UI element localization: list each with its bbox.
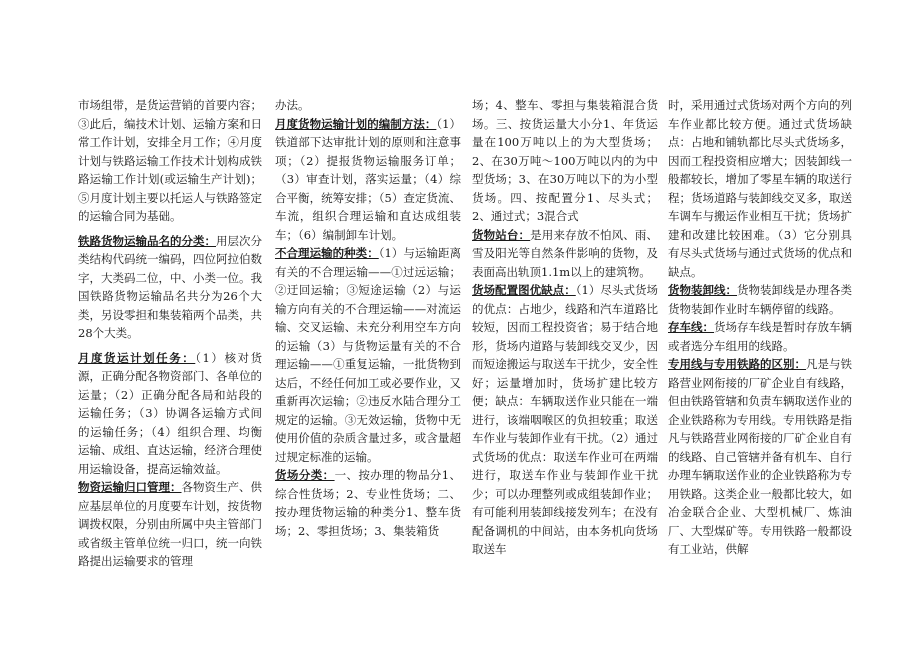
text-column-4 [668, 96, 852, 559]
paragraph-text: （1）与运输距离有关的不合理运输——①过远运输；②迂回运输；③短途运输（2）与运输方向有关的不合理运输——对流运输、交叉运输、未充分利用空车方向的运输（3）与货物运量有关的不合理运输——①重复运输，一批货物到达后，不经任何加工或必要作业，又重新再次运输；②违反水陆合理分工规定的运输。③无效运输，货物中无使用价值的杂质含量过多，或含量超过规定标准的运输。 [275, 246, 462, 464]
paragraph-heading: 铁路货物运输品名的分类： [78, 233, 216, 248]
paragraph [472, 226, 658, 282]
paragraph-heading: 货场配置图优缺点： [472, 283, 576, 297]
paragraph-heading: 物资运输归口管理： [78, 480, 182, 494]
paragraph-heading: 月度货运计划任务： [78, 350, 196, 365]
paragraph-text: 一、按办理的物品分1、综合性货场；2、专业性货场；二、按办理货物运输的种类分1、整车货场；2、零担货场；3、集装箱货 [275, 468, 461, 538]
paragraph [668, 318, 852, 355]
paragraph [668, 281, 852, 318]
paragraph-text: 市场组带，是货运营销的首要内容；③此后，编技术计划、运输方案和日常工作计划，安排全月工作；④月度计划与铁路运输工作技术计划构成铁路运输工作计划(或运输生产计划)；⑤月度计划主要以托运人与铁路签定的运输合同为基础。 [78, 98, 262, 223]
paragraph [472, 96, 658, 226]
paragraph [472, 281, 658, 559]
paragraph [668, 355, 852, 559]
paragraph-heading: 不合理运输的种类： [275, 246, 379, 260]
text-column-2 [275, 96, 461, 540]
paragraph [78, 96, 262, 226]
paragraph-text: （1）尽头式货场的优点：占地少，线路和汽车道路比较短，因而工程投资省；易于结合地形，货场内道路与装卸线交叉少，因而短途搬运与取送车干扰少，安全性好；运量增加时，货场扩建比较方便；缺点：车辆取送作业只能在一端进行，该端咽喉区的负担较重；取送车作业与装卸作业有干扰。（2）通过式货场的优点：取送车作业可在两端进行，取送车作业与装卸作业干扰少；可以办理整列或成组装卸作业；有可能利用装卸线接发列车；在没有配备调机的中间站，由本务机向货场取送车 [472, 283, 659, 556]
paragraph-heading: 货场分类： [275, 468, 335, 482]
paragraph [78, 478, 262, 571]
paragraph [668, 96, 852, 281]
paragraph-text: 时，采用通过式货场对两个方向的列车作业都比较方便。通过式货场缺点：占地和铺轨都比尽头式货场多，因而工程投资相应增大；因装卸线一般都较长，增加了零星车辆的取送行程；货场道路与装卸线交叉多，取送车调车与搬运作业相互干扰；货场扩建和改建比较困难。（3）它分别具有尽头式货场与通过式货场的优点和缺点。 [668, 98, 852, 279]
paragraph-heading: 专用线与专用铁路的区别： [668, 357, 806, 371]
text-column-1 [78, 96, 262, 571]
paragraph-text: 场；4、整车、零担与集装箱混合货场。三、按货运量大小分1、年货运量在100万吨以上的为大型货场；2、在30万吨～100万吨以内的为中型货场；3、在30万吨以下的为小型货场。四、按配置分1、尽头式；2、通过式；3混合式 [472, 98, 658, 223]
paragraph-text: 货物装卸线是办理各类货物装卸作业时车辆停留的线路。 [668, 283, 852, 316]
text-column-3 [472, 96, 658, 559]
paragraph-text: （1）铁道部下达审批计划的原则和注意事项；（2）提报货物运输服务订单；（3）审查计划，落实运量；（4）综合平衡，统筹安排；（5）查定货流、车流，组织合理运输和直达成组装车；（6）编制卸车计划。 [275, 116, 461, 242]
paragraph-text: 是用来存放不怕风、雨、雪及阳光等自然条件影响的货物，及表面高出轨顶1.1m以上的建筑物。 [472, 227, 659, 279]
paragraph-text: 货场存车线是暂时存放车辆或者选分车组用的线路。 [668, 320, 852, 353]
paragraph-heading: 货物装卸线： [668, 283, 737, 297]
paragraph [275, 244, 461, 466]
paragraph-text: 用层次分类结构代码统一编码，四位阿拉伯数字，大类码二位，中、小类一位。我国铁路货物运输品名共分为26个大类，另设零担和集装箱两个品类，共28个大类。 [78, 233, 262, 340]
paragraph-text: （1）核对货源，正确分配各物资部门、各单位的运量；（2）正确分配各局和站段的运输任务；（3）协调各运输方式间的运输任务；（4）组织合理、均衡运输、成组、直达运输，经济合理使用运输设备，提高运输效益。 [78, 350, 262, 476]
paragraph-text: 凡是与铁路营业网衔接的厂矿企业自有线路，但由铁路管辖和负责车辆取送作业的企业铁路称为专用线。专用铁路是指凡与铁路营业网衔接的厂矿企业自有的线路、自己管辖并备有机车、自行办理车辆取送作业的企业铁路称为专用铁路。这类企业一般都比较大，如冶金联合企业、大型机械厂、炼油厂、大型煤矿等。专用铁路一般都设有工业站，供解 [668, 357, 852, 556]
paragraph [78, 349, 262, 479]
paragraph [275, 466, 461, 540]
paragraph [78, 232, 262, 343]
paragraph [275, 115, 461, 245]
paragraph-text: 办法。 [275, 98, 310, 112]
paragraph-text: 各物资生产、供应基层单位的月度要车计划，按货物调拨权限，分别由所属中央主管部门或省级主管单位统一归口，统一向铁路提出运输要求的管理 [78, 480, 262, 568]
paragraph [275, 96, 461, 115]
paragraph-heading: 货物站台： [472, 227, 531, 242]
paragraph-heading: 月度货物运输计划的编制方法： [275, 116, 437, 131]
paragraph-heading: 存车线： [668, 320, 714, 334]
